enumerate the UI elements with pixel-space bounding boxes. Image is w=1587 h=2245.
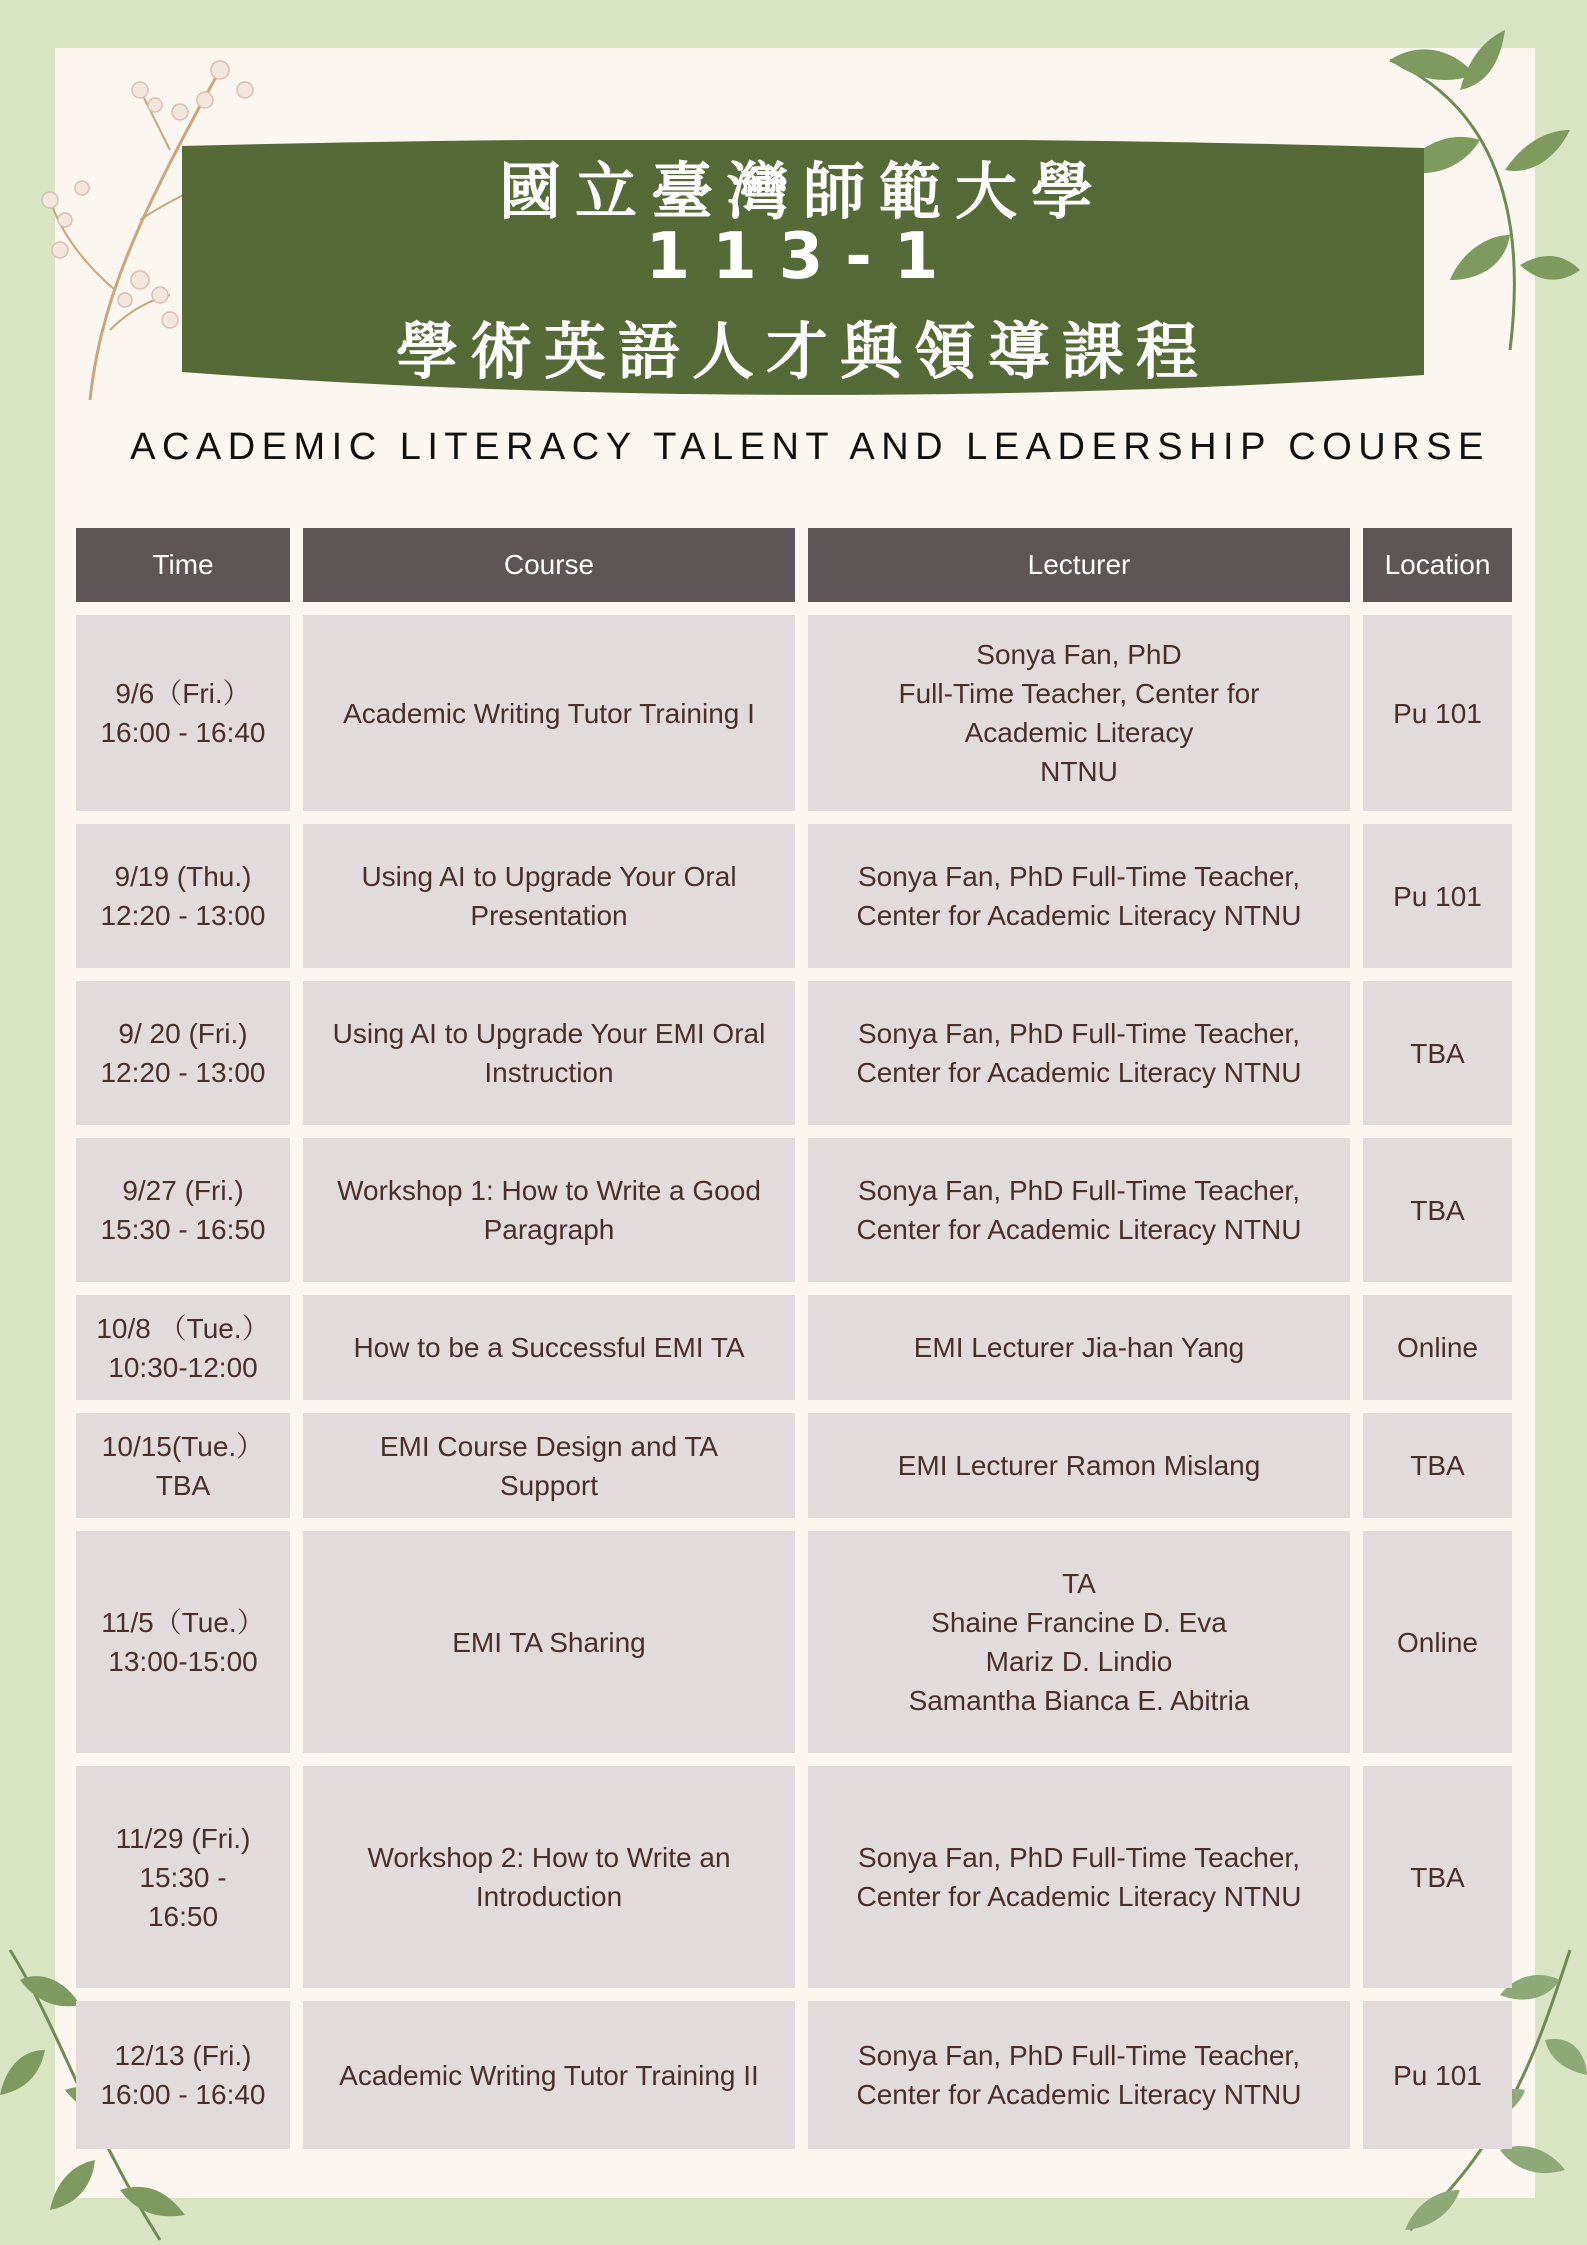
lecturer-text: Sonya Fan, PhD Full-Time Teacher, (858, 2040, 1300, 2071)
course-text: Academic Writing Tutor Training II (339, 2059, 759, 2091)
lecturer-text: Center for Academic Literacy NTNU (856, 2079, 1302, 2110)
lecturer-text: Academic Literacy (964, 717, 1194, 748)
time-cell (76, 1295, 290, 1400)
date-text: 9/19 (Thu.) (114, 861, 252, 892)
date-text: 9/6（Fri.） (115, 678, 251, 709)
time-cell (76, 615, 290, 811)
lecturer-text: TA (1062, 1568, 1096, 1599)
table-row (76, 1766, 1512, 1988)
time-cell (76, 1413, 290, 1518)
term-label: 113-1 (645, 220, 961, 294)
lecturer-cell (808, 1413, 1350, 1518)
table-row (76, 2001, 1512, 2149)
lecturer-text: Sonya Fan, PhD Full-Time Teacher, (858, 1842, 1300, 1873)
time-cell (76, 2001, 290, 2149)
location-cell: Pu 101 (1363, 2001, 1512, 2149)
location-cell: TBA (1363, 981, 1512, 1125)
date-text: 9/ 20 (Fri.) (118, 1018, 248, 1049)
lecturer-text: Center for Academic Literacy NTNU (856, 1881, 1302, 1912)
course-cell (303, 1138, 795, 1282)
course-text: Support (499, 1469, 599, 1501)
lecturer-text: Center for Academic Literacy NTNU (856, 900, 1302, 931)
time-text: 16:00 - 16:40 (100, 717, 266, 748)
date-text: 11/5（Tue.） (101, 1607, 265, 1638)
lecturer-text: Mariz D. Lindio (985, 1646, 1173, 1677)
lecturer-text: Sonya Fan, PhD Full-Time Teacher, (858, 1175, 1300, 1206)
lecturer-text: Sonya Fan, PhD Full-Time Teacher, (858, 1018, 1300, 1049)
lecturer-text: Sonya Fan, PhD Full-Time Teacher, (858, 861, 1300, 892)
table-row (76, 981, 1512, 1125)
location-cell: Online (1363, 1531, 1512, 1753)
table-row (76, 1413, 1512, 1518)
lecturer-cell (808, 981, 1350, 1125)
date-text: 10/15(Tue.） (101, 1430, 265, 1462)
title-banner (178, 140, 1428, 398)
university-name: 國立臺灣師範大學 (498, 155, 1107, 228)
course-cell (303, 981, 795, 1125)
time-text: 16:50 (147, 1900, 219, 1932)
lecturer-cell (808, 1138, 1350, 1282)
lecturer-text: Samantha Bianca E. Abitria (908, 1685, 1250, 1716)
lecturer-text: Center for Academic Literacy NTNU (856, 1214, 1302, 1245)
column-header-location: Location (1363, 528, 1512, 602)
location-cell: Pu 101 (1363, 824, 1512, 968)
location-cell: TBA (1363, 1413, 1512, 1518)
lecturer-text: EMI Lecturer Ramon Mislang (897, 1450, 1261, 1481)
course-cell (303, 1531, 795, 1753)
course-text: Workshop 2: How to Write an (367, 1842, 731, 1873)
table-row (76, 1531, 1512, 1753)
column-header-lecturer: Lecturer (808, 528, 1350, 602)
time-cell (76, 1766, 290, 1988)
location-cell: Pu 101 (1363, 615, 1512, 811)
column-header-time: Time (76, 528, 290, 602)
time-text: 15:30 - 16:50 (100, 1214, 266, 1245)
table-row (76, 1295, 1512, 1400)
header-row (76, 528, 1512, 602)
lecturer-cell (808, 1295, 1350, 1400)
lecturer-cell (808, 1531, 1350, 1753)
course-cell (303, 615, 795, 811)
program-title-en: ACADEMIC LITERACY TALENT AND LEADERSHIP COURSE (130, 426, 1490, 468)
course-cell (303, 1413, 795, 1518)
time-text: 13:00-15:00 (108, 1646, 258, 1677)
course-cell (303, 2001, 795, 2149)
course-text: EMI TA Sharing (452, 1626, 646, 1658)
course-text: Academic Writing Tutor Training I (343, 697, 755, 729)
location-cell: Online (1363, 1295, 1512, 1400)
lecturer-text: NTNU (1040, 756, 1118, 787)
time-text: 15:30 - (139, 1861, 227, 1893)
time-text: 16:00 - 16:40 (100, 2079, 266, 2110)
course-text: EMI Course Design and TA (379, 1430, 719, 1462)
lecturer-cell (808, 615, 1350, 811)
lecturer-text: EMI Lecturer Jia-han Yang (913, 1332, 1245, 1363)
course-cell (303, 824, 795, 968)
table-row (76, 1138, 1512, 1282)
time-text: TBA (155, 1469, 211, 1501)
course-cell (303, 1295, 795, 1400)
table-row (76, 824, 1512, 968)
time-text: 12:20 - 13:00 (100, 900, 266, 931)
date-text: 10/8 （Tue.） (96, 1312, 270, 1344)
time-cell (76, 1138, 290, 1282)
lecturer-cell (808, 1766, 1350, 1988)
course-text: Presentation (470, 900, 628, 931)
date-text: 11/29 (Fri.) (115, 1822, 251, 1854)
time-text: 10:30-12:00 (108, 1351, 258, 1383)
time-cell (76, 1531, 290, 1753)
course-text: Using AI to Upgrade Your Oral (361, 861, 737, 892)
course-text: Instruction (484, 1057, 614, 1088)
lecturer-text: Sonya Fan, PhD (976, 639, 1182, 670)
lecturer-text: Full-Time Teacher, Center for (898, 678, 1260, 709)
location-cell: TBA (1363, 1138, 1512, 1282)
column-header-course: Course (303, 528, 795, 602)
table-row (76, 615, 1512, 811)
program-title-zh: 學術英語人才與領導課程 (395, 315, 1210, 388)
date-text: 9/27 (Fri.) (122, 1175, 244, 1206)
lecturer-cell (808, 2001, 1350, 2149)
course-text: Workshop 1: How to Write a Good (337, 1175, 761, 1206)
schedule-table (63, 515, 1525, 2162)
lecturer-text: Center for Academic Literacy NTNU (856, 1057, 1302, 1088)
lecturer-text: Shaine Francine D. Eva (931, 1607, 1227, 1638)
course-text: Paragraph (483, 1214, 615, 1245)
course-text: How to be a Successful EMI TA (353, 1332, 745, 1363)
course-text: Introduction (475, 1881, 623, 1912)
lecturer-cell (808, 824, 1350, 968)
course-text: Using AI to Upgrade Your EMI Oral (332, 1018, 766, 1049)
time-cell (76, 824, 290, 968)
date-text: 12/13 (Fri.) (114, 2040, 252, 2071)
time-cell (76, 981, 290, 1125)
location-cell: TBA (1363, 1766, 1512, 1988)
time-text: 12:20 - 13:00 (100, 1057, 266, 1088)
course-cell (303, 1766, 795, 1988)
